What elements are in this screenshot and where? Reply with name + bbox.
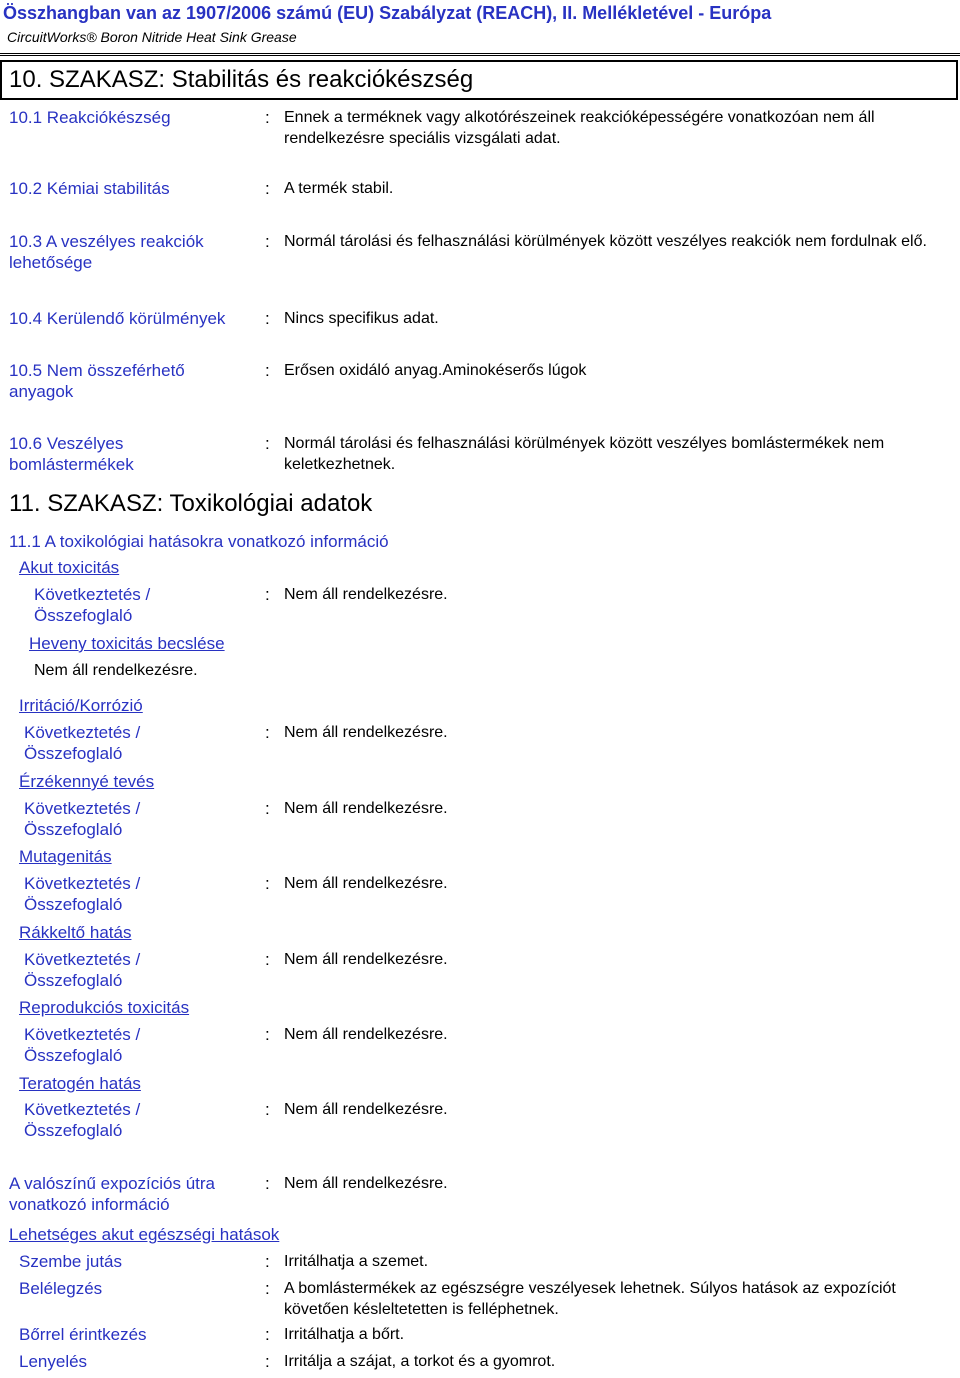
carcinogenicity-label: Következtetés / Összefoglaló (24, 950, 141, 990)
field-10-4-label: 10.4 Kerülendő körülmények (9, 309, 226, 328)
colon: : (265, 723, 270, 742)
field-10-6-value: Normál tárolási és felhasználási körülmények között veszélyes bomlástermékek nem keletkezhetnek. (284, 435, 885, 473)
colon: : (265, 232, 270, 251)
skin-contact-label: Bőrrel érintkezés (19, 1325, 147, 1344)
acute-toxicity-heading: Akut toxicitás (19, 558, 120, 577)
teratogenicity-value: Nem áll rendelkezésre. (284, 1101, 448, 1118)
acute-estimate-heading: Heveny toxicitás becslése (29, 634, 225, 653)
ingestion-label: Lenyelés (19, 1352, 88, 1371)
colon: : (265, 1252, 270, 1271)
reproductive-toxicity-value: Nem áll rendelkezésre. (284, 1026, 448, 1043)
colon: : (265, 1100, 270, 1119)
colon: : (265, 799, 270, 818)
mutagenicity-heading: Mutagenitás (19, 847, 112, 866)
colon: : (265, 434, 270, 453)
colon: : (265, 1352, 270, 1371)
section-10-heading: 10. SZAKASZ: Stabilitás és reakciókészség (0, 60, 958, 100)
field-10-5-value: Erősen oxidáló anyag.Aminokéserős lúgok (284, 362, 587, 379)
carcinogenicity-value: Nem áll rendelkezésre. (284, 951, 448, 968)
irritation-label: Következtetés / Összefoglaló (24, 723, 141, 763)
field-10-2-label: 10.2 Kémiai stabilitás (9, 179, 170, 198)
sensitization-label: Következtetés / Összefoglaló (24, 799, 141, 839)
colon: : (265, 950, 270, 969)
document-title: Összhangban van az 1907/2006 számú (EU) Szabályzat (REACH), II. Mellékletével - Európa (3, 3, 772, 23)
colon: : (265, 179, 270, 198)
irritation-heading: Irritáció/Korrózió (19, 696, 143, 715)
colon: : (265, 1279, 270, 1298)
exposure-route-label: A valószínű expozíciós útra vonatkozó információ (9, 1174, 216, 1214)
colon: : (265, 1025, 270, 1044)
colon: : (265, 1174, 270, 1193)
sensitization-value: Nem áll rendelkezésre. (284, 800, 448, 817)
acute-health-effects-heading: Lehetséges akut egészségi hatások (9, 1225, 280, 1244)
exposure-route-value: Nem áll rendelkezésre. (284, 1175, 448, 1192)
field-10-5-label: 10.5 Nem összeférhető anyagok (9, 361, 185, 401)
ingestion-value: Irritálja a szájat, a torkot és a gyomrot. (284, 1353, 556, 1370)
acute-conclusion-value: Nem áll rendelkezésre. (284, 586, 448, 603)
colon: : (265, 1325, 270, 1344)
sensitization-heading: Érzékennyé tevés (19, 772, 155, 791)
mutagenicity-label: Következtetés / Összefoglaló (24, 874, 141, 914)
section-11-heading: 11. SZAKASZ: Toxikológiai adatok (9, 490, 373, 517)
reproductive-toxicity-label: Következtetés / Összefoglaló (24, 1025, 141, 1065)
inhalation-label: Belélegzés (19, 1279, 103, 1298)
colon: : (265, 874, 270, 893)
field-10-3-label: 10.3 A veszélyes reakciók lehetősége (9, 232, 204, 272)
field-10-1-label: 10.1 Reakciókészség (9, 108, 171, 127)
field-10-1-value: Ennek a terméknek vagy alkotórészeinek reakcióképességére vonatkozóan nem áll rendelkezésre speciális vizsgálati adat. (284, 109, 875, 147)
skin-contact-value: Irritálhatja a bőrt. (284, 1326, 405, 1343)
colon: : (265, 108, 270, 127)
field-10-3-value: Normál tárolási és felhasználási körülmények között veszélyes reakciók nem fordulnak elő. (284, 233, 927, 250)
eye-contact-value: Irritálhatja a szemet. (284, 1253, 429, 1270)
colon: : (265, 361, 270, 380)
teratogenicity-heading: Teratogén hatás (19, 1074, 141, 1093)
colon: : (265, 585, 270, 604)
field-10-4-value: Nincs specifikus adat. (284, 310, 439, 327)
acute-estimate-value: Nem áll rendelkezésre. (34, 662, 198, 679)
product-name: CircuitWorks® Boron Nitride Heat Sink Grease (0, 26, 960, 56)
eye-contact-label: Szembe jutás (19, 1252, 122, 1271)
acute-conclusion-label: Következtetés / Összefoglaló (34, 585, 151, 625)
mutagenicity-value: Nem áll rendelkezésre. (284, 875, 448, 892)
inhalation-value: A bomlástermékek az egészségre veszélyesek lehetnek. Súlyos hatások az expozíciót követően késleltetetten is felléphetnek. (284, 1280, 896, 1318)
carcinogenicity-heading: Rákkeltő hatás (19, 923, 132, 942)
teratogenicity-label: Következtetés / Összefoglaló (24, 1100, 141, 1140)
subsection-11-1-heading: 11.1 A toxikológiai hatásokra vonatkozó információ (9, 532, 389, 551)
colon: : (265, 309, 270, 328)
reproductive-toxicity-heading: Reprodukciós toxicitás (19, 998, 190, 1017)
irritation-value: Nem áll rendelkezésre. (284, 724, 448, 741)
field-10-2-value: A termék stabil. (284, 180, 394, 197)
field-10-6-label: 10.6 Veszélyes bomlástermékek (9, 434, 134, 474)
